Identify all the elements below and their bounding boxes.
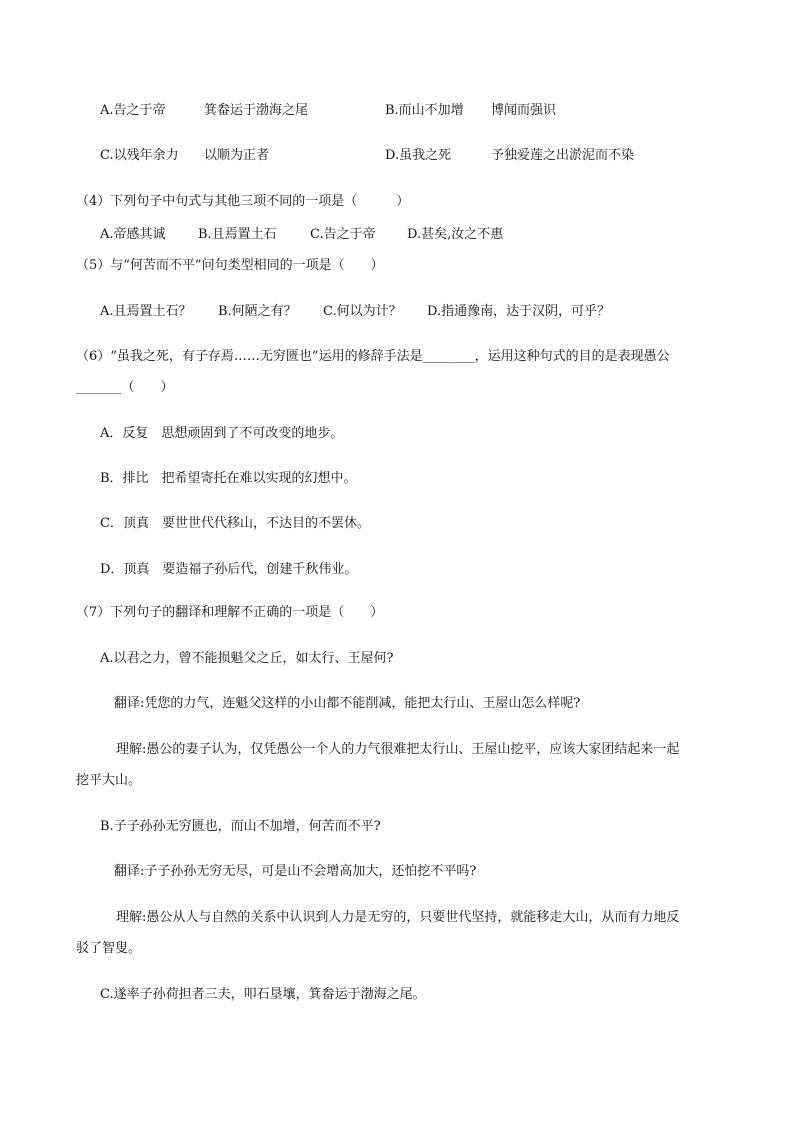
q6-option-d: D．顶真 要造福子孙后代，创建千秋伟业。 bbox=[100, 562, 358, 577]
q7-stem: （7）下列句子的翻译和理解不正确的一项是（ ） bbox=[76, 605, 384, 620]
q7-option-b-understanding-line1: 理解:愚公从人与自然的关系中认识到人力是无穷的，只要世代坚持，就能移走大山，从而有力地反 bbox=[116, 910, 680, 925]
q7-option-c-sentence: C.遂率子孙荷担者三夫，叩石垦壤，箕畚运于渤海之尾。 bbox=[100, 987, 426, 1002]
q5-option-d: D.指通豫南，达于汉阴，可乎？ bbox=[427, 304, 611, 319]
q3-option-a-example: 箕畚运于渤海之尾 bbox=[204, 103, 309, 118]
q4-option-a: A.帝感其诚 bbox=[100, 227, 166, 242]
q3-option-c-example: 以顺为正者 bbox=[204, 148, 270, 163]
q7-option-a-understanding-line2: 挖平大山。 bbox=[76, 773, 142, 788]
q7-option-b-sentence: B.子子孙孙无穷匮也，而山不加增，何苦而不平? bbox=[100, 819, 381, 834]
q4-stem: （4）下列句子中句式与其他三项不同的一项是（ ） bbox=[76, 194, 410, 209]
q7-option-a-translation: 翻译:凭您的力气，连魁父这样的小山都不能削减，能把太行山、王屋山怎么样呢? bbox=[114, 696, 581, 711]
q3-option-a: A.告之于帝 bbox=[100, 103, 166, 118]
q3-option-b: B.而山不加增 bbox=[385, 103, 464, 118]
q6-option-c: C．顶真 要世世代代移山，不达目的不罢休。 bbox=[100, 516, 370, 531]
q7-option-b-understanding-line2: 驳了智叟。 bbox=[76, 941, 142, 956]
q3-option-d: D.虽我之死 bbox=[385, 148, 452, 163]
q3-option-c: C.以残年余力 bbox=[100, 148, 179, 163]
q7-option-a-understanding-line1: 理解:愚公的妻子认为，仅凭愚公一个人的力气很难把太行山、王屋山挖平，应该大家团结起来一起 bbox=[116, 742, 680, 757]
q5-stem: （5）与“何苦而不平”问句类型相同的一项是（ ） bbox=[76, 258, 384, 273]
q6-stem-line1: （6）“虽我之死，有子存焉……无穷匮也”运用的修辞手法是________，运用这种句式的目的是表现愚公 bbox=[76, 349, 670, 364]
q4-option-d: D.甚矣,汝之不惠 bbox=[407, 227, 504, 242]
q5-option-c: C.何以为计？ bbox=[323, 304, 402, 319]
q4-option-c: C.告之于帝 bbox=[310, 227, 376, 242]
q5-option-b: B.何陋之有？ bbox=[218, 304, 297, 319]
q4-option-b: B.且焉置土石 bbox=[198, 227, 277, 242]
q6-option-a: A．反复 思想顽固到了不可改变的地步。 bbox=[100, 426, 344, 441]
q5-option-a: A.且焉置土石？ bbox=[100, 304, 192, 319]
q3-option-d-example: 予独爱莲之出淤泥而不染 bbox=[491, 148, 635, 163]
q6-option-b: B．排比 把希望寄托在难以实现的幻想中。 bbox=[100, 471, 357, 486]
q3-option-b-example: 博闻而强识 bbox=[491, 103, 557, 118]
q7-option-a-sentence: A.以君之力，曾不能损魁父之丘，如太行、王屋何? bbox=[100, 651, 394, 666]
q7-option-b-translation: 翻译:子子孙孙无穷无尽，可是山不会增高加大，还怕挖不平吗? bbox=[114, 864, 477, 879]
q6-stem-line2: _______（ ） bbox=[76, 380, 174, 395]
